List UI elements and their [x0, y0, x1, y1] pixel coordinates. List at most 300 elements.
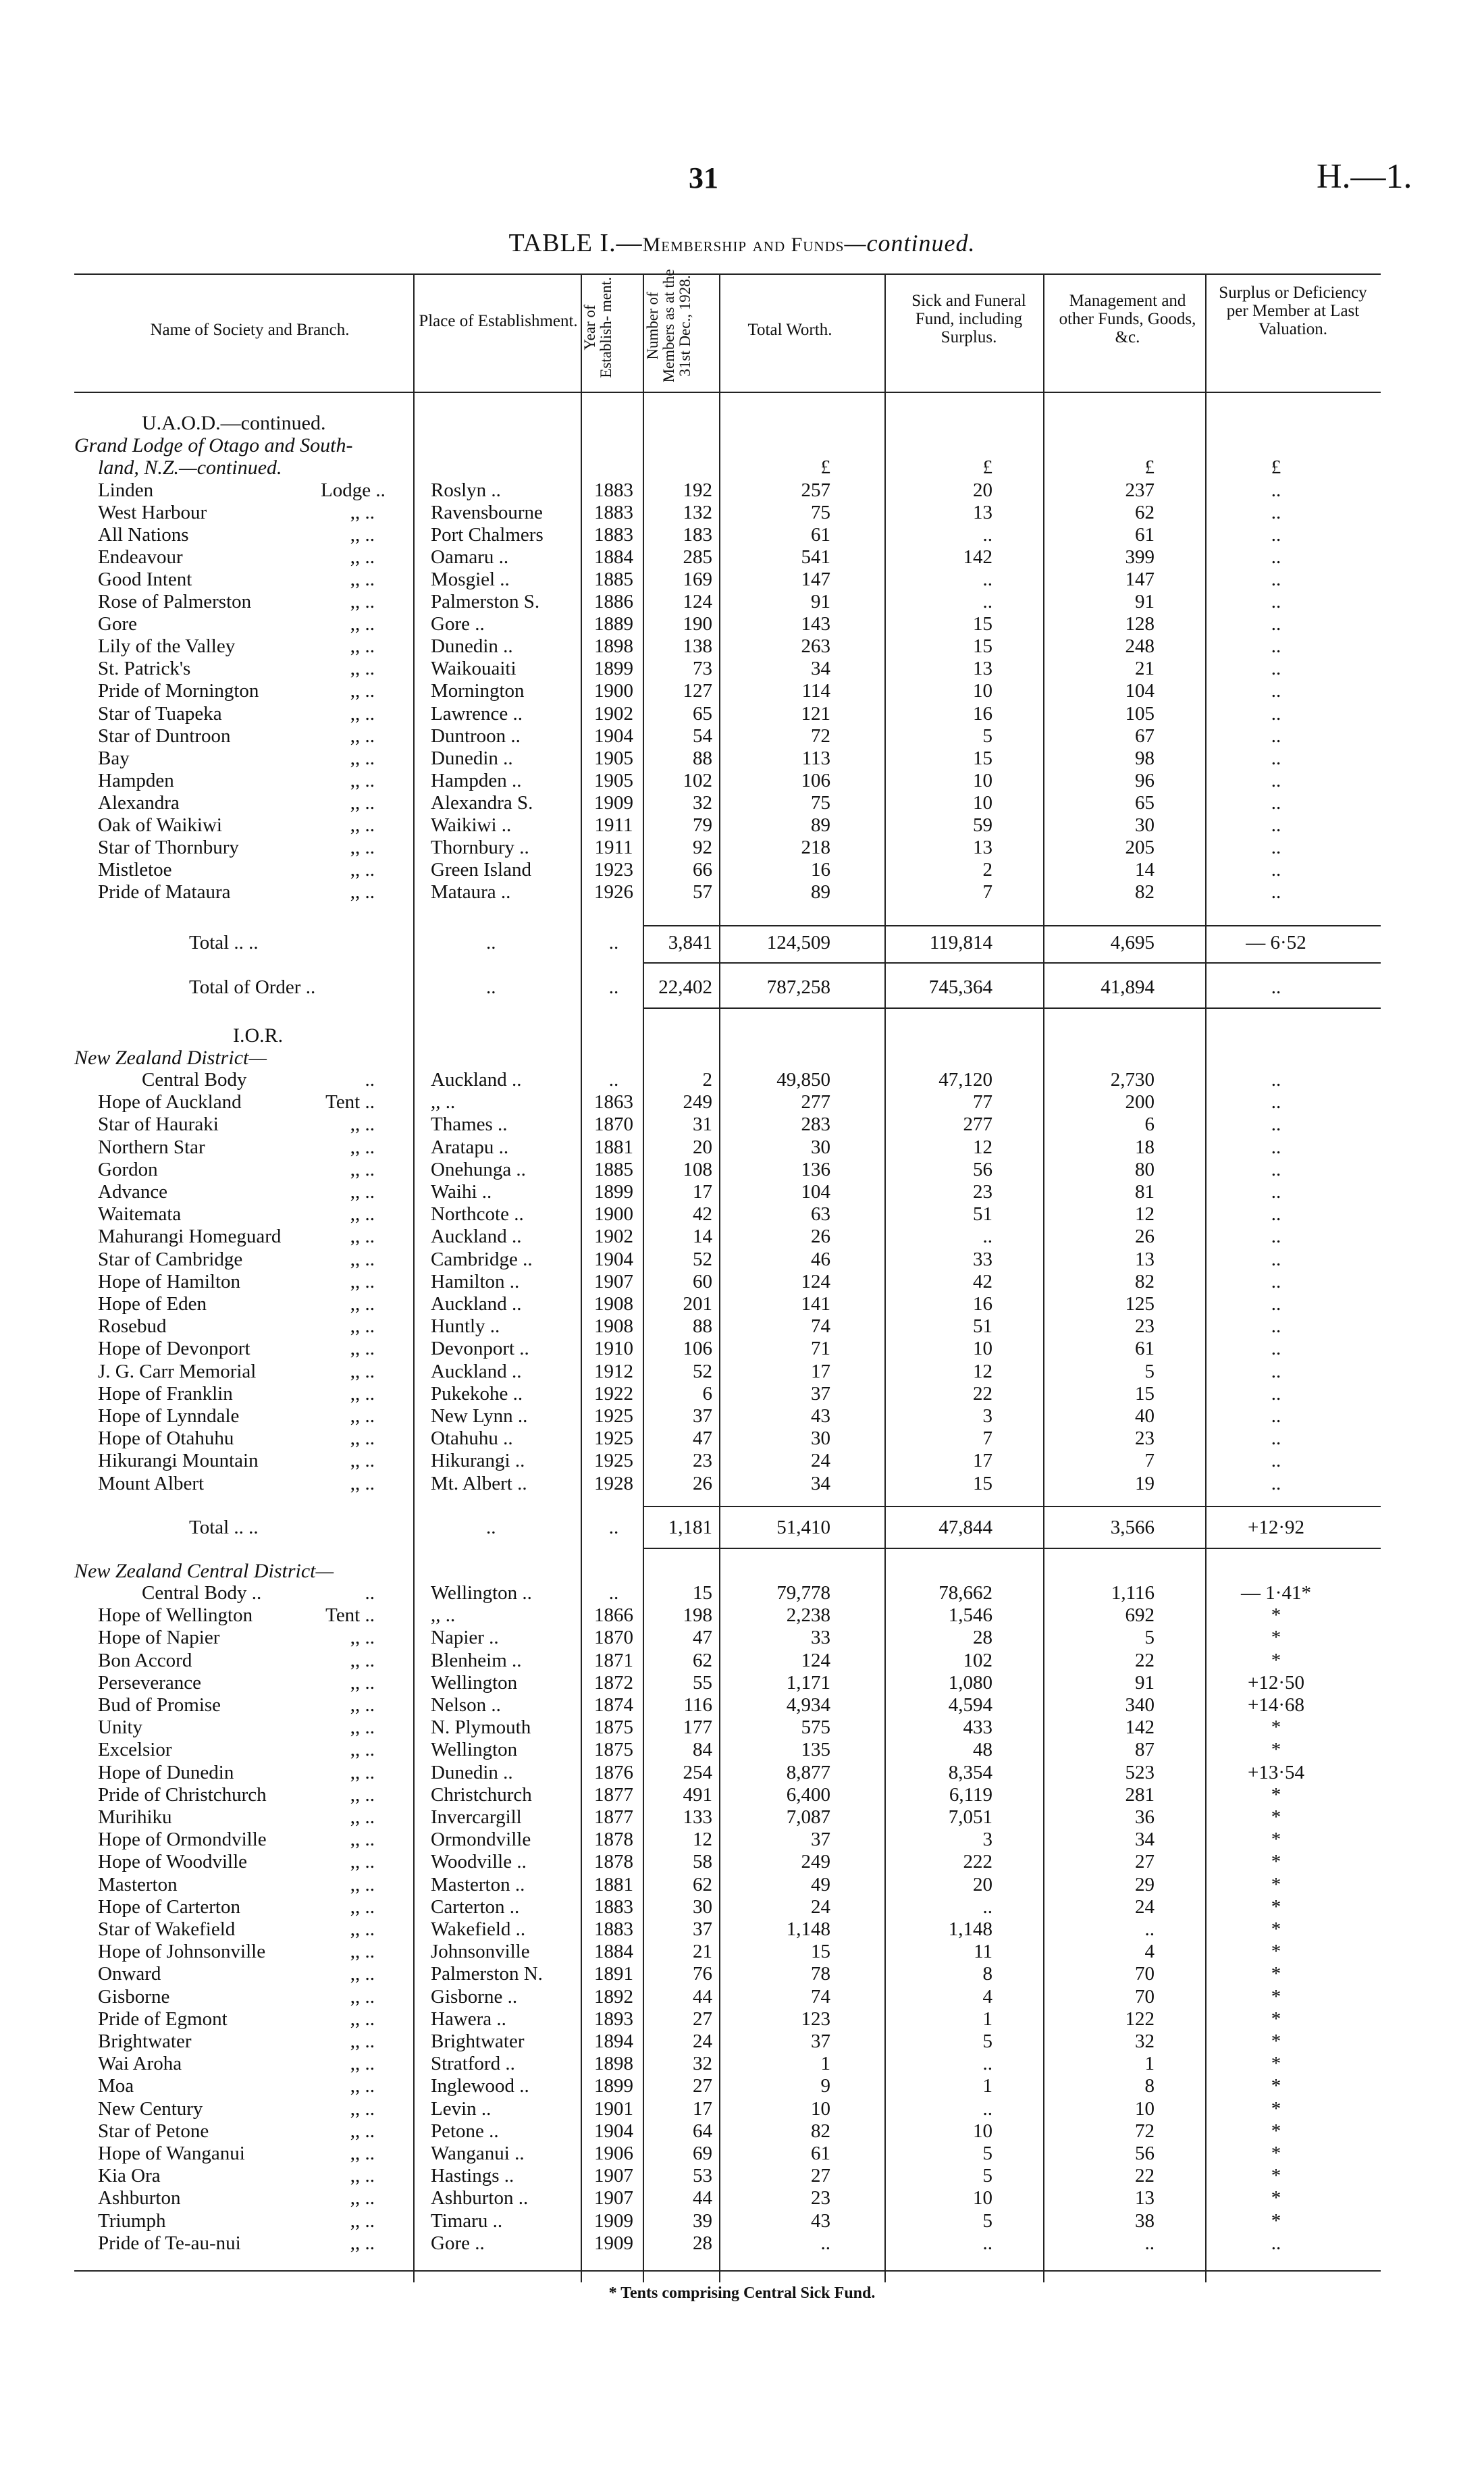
branch-worth: 72 — [811, 725, 830, 747]
branch-worth: 33 — [811, 1627, 830, 1649]
branch-name: Lily of the Valley — [98, 635, 236, 658]
branch-mgmt: 38 — [1135, 2209, 1155, 2232]
branch-members: 254 — [683, 1761, 712, 1783]
branch-mgmt: 23 — [1135, 1315, 1155, 1338]
branch-members: 44 — [693, 1985, 712, 2008]
branch-surplus: .. — [1271, 1203, 1281, 1226]
branch-place: Hawera .. — [431, 2008, 506, 2030]
order-total-surplus: .. — [1271, 976, 1281, 998]
branch-mgmt: 80 — [1135, 1158, 1155, 1180]
branch-mgmt: 104 — [1125, 680, 1155, 702]
branch-name: Central Body — [142, 1069, 247, 1091]
branch-members: 12 — [693, 1829, 712, 1851]
branch-surplus: .. — [1271, 502, 1281, 524]
branch-year: 1908 — [594, 1293, 633, 1315]
table-row — [0, 1226, 1484, 1248]
branch-members: 21 — [693, 1941, 712, 1963]
branch-year: 1878 — [594, 1829, 633, 1851]
branch-place: Wellington — [431, 1739, 518, 1761]
branch-worth: 8,877 — [786, 1761, 830, 1783]
branch-year: 1899 — [594, 658, 633, 680]
branch-sick: 2 — [982, 858, 992, 881]
branch-name: Murihiku — [98, 1806, 172, 1828]
branch-place: Masterton .. — [431, 1873, 525, 1895]
branch-sick: 51 — [973, 1203, 992, 1226]
branch-surplus: .. — [1271, 1181, 1281, 1203]
currency-sick: £ — [982, 456, 992, 478]
branch-place: Christchurch — [431, 1783, 532, 1806]
table-row — [0, 2120, 1484, 2143]
branch-members: 62 — [693, 1649, 712, 1671]
branch-surplus: * — [1271, 2120, 1281, 2142]
branch-surplus: .. — [1271, 1293, 1281, 1315]
branch-worth: 135 — [801, 1739, 830, 1761]
table-row — [0, 1249, 1484, 1271]
branch-year: 1893 — [594, 2008, 633, 2030]
total-mgmt: 4,695 — [1110, 932, 1155, 953]
branch-name: Star of Tuapeka — [98, 702, 222, 725]
branch-surplus: .. — [1271, 680, 1281, 702]
branch-sick: 11 — [974, 1941, 992, 1963]
branch-surplus: * — [1271, 2008, 1281, 2030]
branch-place: ,, .. — [431, 1091, 456, 1114]
branch-members: 2 — [702, 1069, 712, 1091]
branch-mgmt: 91 — [1135, 591, 1155, 613]
branch-type: ,, .. — [350, 2120, 375, 2142]
branch-type: ,, .. — [350, 1293, 375, 1315]
branch-year: 1925 — [594, 1450, 633, 1472]
table-row — [0, 613, 1484, 635]
header-bottom-rule — [74, 392, 1381, 393]
table-label: TABLE I.— — [508, 229, 643, 257]
table-row — [0, 859, 1484, 881]
branch-sick: 6,119 — [949, 1783, 992, 1806]
branch-surplus: * — [1271, 2097, 1281, 2120]
branch-worth: 218 — [801, 836, 830, 858]
branch-year: 1909 — [594, 2232, 633, 2254]
branch-sick: 10 — [973, 791, 992, 814]
branch-sick: 8,354 — [948, 1761, 992, 1783]
branch-name: Unity — [98, 1717, 143, 1739]
branch-year: 1904 — [594, 725, 633, 747]
section1-total-rule-2 — [643, 962, 1381, 964]
branch-mgmt: 61 — [1135, 1338, 1155, 1360]
branch-members: 53 — [693, 2165, 712, 2187]
branch-members: 66 — [693, 858, 712, 881]
branch-members: 54 — [693, 725, 712, 747]
branch-year: 1912 — [594, 1360, 633, 1382]
order-total-mgmt: 41,894 — [1101, 976, 1155, 998]
branch-surplus: * — [1271, 1604, 1281, 1627]
branch-type: ,, .. — [350, 1450, 375, 1472]
section1-total-rule — [643, 925, 1381, 926]
branch-mgmt: 81 — [1135, 1181, 1155, 1203]
branch-name: St. Patrick's — [98, 658, 191, 680]
branch-type: ,, .. — [350, 1963, 375, 1985]
branch-type: ,, .. — [350, 2187, 375, 2209]
branch-mgmt: 26 — [1135, 1226, 1155, 1248]
branch-type: ,, .. — [350, 747, 375, 769]
branch-members: 177 — [683, 1717, 712, 1739]
branch-sick: 222 — [963, 1851, 992, 1873]
branch-year: 1908 — [594, 1315, 633, 1338]
branch-type: ,, .. — [350, 881, 375, 903]
branch-worth: 24 — [811, 1895, 830, 1918]
branch-type: ,, .. — [350, 2053, 375, 2075]
branch-sick: 5 — [982, 2143, 992, 2164]
table-row — [0, 748, 1484, 770]
branch-surplus: * — [1271, 1806, 1281, 1828]
branch-year: 1900 — [594, 1203, 633, 1226]
branch-members: 169 — [683, 569, 712, 591]
branch-surplus: .. — [1271, 725, 1281, 747]
branch-mgmt: 82 — [1135, 881, 1155, 903]
branch-members: 20 — [693, 1136, 712, 1158]
table-row — [0, 1986, 1484, 2008]
branch-name: Hope of Ormondville — [98, 1829, 267, 1851]
branch-year: 1870 — [594, 1114, 633, 1136]
branch-name: Gordon — [98, 1158, 158, 1180]
branch-surplus: .. — [1271, 1382, 1281, 1405]
branch-surplus: * — [1271, 1963, 1281, 1985]
branch-name: Hope of Lynndale — [98, 1405, 240, 1427]
branch-type: ,, .. — [350, 1181, 375, 1203]
branch-year: .. — [608, 1069, 619, 1091]
branch-place: Palmerston N. — [431, 1963, 543, 1985]
branch-type: Lodge .. — [321, 479, 386, 501]
branch-place: Thornbury .. — [431, 836, 529, 858]
order-total-row — [0, 976, 1484, 999]
branch-place: Johnsonville — [431, 1941, 530, 1963]
branch-mgmt: .. — [1144, 1918, 1155, 1940]
branch-worth: 249 — [801, 1851, 830, 1873]
table-row — [0, 546, 1484, 569]
branch-members: 26 — [693, 1472, 712, 1494]
branch-surplus: * — [1271, 1985, 1281, 2008]
branch-mgmt: 10 — [1135, 2097, 1155, 2120]
branch-name: Star of Petone — [98, 2120, 209, 2142]
branch-sick: 15 — [973, 613, 992, 635]
branch-worth: 124 — [801, 1649, 830, 1671]
branch-members: 23 — [693, 1450, 712, 1472]
branch-year: 1911 — [594, 814, 633, 836]
branch-worth: 71 — [811, 1338, 830, 1360]
branch-place: Onehunga .. — [431, 1158, 526, 1180]
branch-surplus: .. — [1271, 1315, 1281, 1338]
branch-members: 127 — [683, 680, 712, 702]
branch-members: 6 — [702, 1382, 712, 1405]
branch-worth: 141 — [801, 1293, 830, 1315]
branch-type: ,, .. — [350, 1427, 375, 1450]
branch-name: Pride of Egmont — [98, 2008, 228, 2030]
branch-surplus: * — [1271, 2165, 1281, 2187]
branch-sick: 1,546 — [948, 1604, 992, 1627]
branch-mgmt: 34 — [1135, 1829, 1155, 1851]
branch-name: Perseverance — [98, 1671, 201, 1694]
branch-year: 1877 — [594, 1783, 633, 1806]
branch-worth: 104 — [801, 1181, 830, 1203]
table-row — [0, 524, 1484, 546]
branch-name: Rosebud — [98, 1315, 167, 1338]
branch-name: Hikurangi Mountain — [98, 1450, 259, 1472]
branch-mgmt: 82 — [1135, 1270, 1155, 1292]
branch-year: 1905 — [594, 747, 633, 769]
branch-sick: 5 — [982, 725, 992, 747]
branch-mgmt: 19 — [1135, 1472, 1155, 1494]
branch-members: 17 — [693, 1181, 712, 1203]
branch-surplus: .. — [1271, 613, 1281, 635]
branch-sick: 13 — [973, 836, 992, 858]
branch-surplus: * — [1271, 2187, 1281, 2209]
section1-title: U.A.O.D.—continued. — [142, 412, 326, 434]
branch-year: 1863 — [594, 1091, 633, 1114]
branch-name: Hope of Woodville — [98, 1851, 248, 1873]
table-row — [0, 1627, 1484, 1649]
branch-sick: 20 — [973, 1873, 992, 1895]
branch-worth: 143 — [801, 613, 830, 635]
table-row — [0, 1896, 1484, 1918]
branch-sick: 1 — [982, 2075, 992, 2097]
table-row — [0, 1450, 1484, 1472]
branch-mgmt: 125 — [1125, 1293, 1155, 1315]
branch-surplus: * — [1271, 2053, 1281, 2075]
branch-worth: 37 — [811, 1382, 830, 1405]
branch-surplus: .. — [1271, 1114, 1281, 1136]
branch-mgmt: 70 — [1135, 1985, 1155, 2008]
header-top-rule — [74, 273, 1381, 275]
branch-type: ,, .. — [350, 1895, 375, 1918]
branch-sick: 1,148 — [948, 1918, 992, 1940]
branch-surplus: * — [1271, 2143, 1281, 2164]
branch-surplus: .. — [1271, 1248, 1281, 1270]
table-row — [0, 1203, 1484, 1226]
branch-sick: 15 — [973, 747, 992, 769]
branch-mgmt: 7 — [1144, 1450, 1155, 1472]
branch-members: 52 — [693, 1248, 712, 1270]
branch-name: Hope of Devonport — [98, 1338, 250, 1360]
branch-sick: .. — [982, 569, 992, 591]
table-row — [0, 1784, 1484, 1806]
branch-year: 1925 — [594, 1427, 633, 1450]
table-row — [0, 502, 1484, 524]
branch-year: 1881 — [594, 1136, 633, 1158]
branch-mgmt: 36 — [1135, 1806, 1155, 1828]
branch-mgmt: 40 — [1135, 1405, 1155, 1427]
currency-row — [0, 456, 1484, 479]
branch-type: ,, .. — [350, 1270, 375, 1292]
branch-type: ,, .. — [350, 1739, 375, 1761]
branch-type: ,, .. — [350, 2031, 375, 2052]
branch-sick: 8 — [982, 1963, 992, 1985]
table-row — [0, 1672, 1484, 1694]
branch-name: Pride of Mornington — [98, 680, 259, 702]
branch-members: 133 — [683, 1806, 712, 1828]
table-row — [0, 1181, 1484, 1203]
branch-place: Otahuhu .. — [431, 1427, 513, 1450]
branch-sick: 16 — [973, 702, 992, 725]
branch-type: ,, .. — [350, 769, 375, 791]
branch-sick: 78,662 — [938, 1582, 992, 1604]
s2-total-members: 1,181 — [668, 1517, 712, 1538]
branch-worth: 63 — [811, 1203, 830, 1226]
branch-sick: 1,080 — [948, 1671, 992, 1694]
branch-place: Woodville .. — [431, 1851, 527, 1873]
branch-worth: 6,400 — [786, 1783, 830, 1806]
branch-sick: 10 — [973, 680, 992, 702]
branch-place: Dunedin .. — [431, 1761, 513, 1783]
branch-mgmt: 1 — [1144, 2053, 1155, 2075]
branch-type: ,, .. — [350, 613, 375, 635]
branch-sick: .. — [982, 2053, 992, 2075]
table-title — [0, 228, 1484, 258]
branch-name: Moa — [98, 2075, 134, 2097]
branch-name: Mistletoe — [98, 858, 172, 881]
branch-place: ,, .. — [431, 1604, 456, 1627]
branch-surplus: +14·68 — [1247, 1694, 1304, 1716]
branch-sick: 4 — [982, 1985, 992, 2008]
branch-year: 1900 — [594, 680, 633, 702]
branch-worth: 27 — [811, 2165, 830, 2187]
branch-mgmt: 67 — [1135, 725, 1155, 747]
branch-name: Bay — [98, 747, 130, 769]
branch-mgmt: 70 — [1135, 1963, 1155, 1985]
branch-surplus: .. — [1271, 635, 1281, 658]
branch-name: Triumph — [98, 2209, 166, 2232]
order-total-sick: 745,364 — [928, 976, 992, 998]
branch-members: 47 — [693, 1427, 712, 1450]
branch-worth: 283 — [801, 1114, 830, 1136]
branch-members: 190 — [683, 613, 712, 635]
branch-members: 44 — [693, 2187, 712, 2209]
branch-worth: 575 — [801, 1717, 830, 1739]
branch-name: Onward — [98, 1963, 161, 1985]
branch-name: Hope of Dunedin — [98, 1761, 234, 1783]
branch-worth: 277 — [801, 1091, 830, 1114]
branch-type: ,, .. — [350, 1761, 375, 1783]
branch-place: Hastings .. — [431, 2165, 514, 2187]
branch-surplus: * — [1271, 1739, 1281, 1761]
branch-sick: 16 — [973, 1293, 992, 1315]
branch-type: ,, .. — [350, 1783, 375, 1806]
branch-name: Hope of Wellington — [98, 1604, 253, 1627]
branch-worth: 26 — [811, 1226, 830, 1248]
table-row — [0, 1473, 1484, 1495]
section1-total-row — [0, 932, 1484, 954]
table-row — [0, 569, 1484, 591]
branch-type: ,, .. — [350, 1873, 375, 1895]
branch-mgmt: 237 — [1125, 479, 1155, 501]
branch-worth: 78 — [811, 1963, 830, 1985]
branch-year: 1885 — [594, 1158, 633, 1180]
branch-year: 1923 — [594, 858, 633, 881]
branch-surplus: .. — [1271, 791, 1281, 814]
branch-sick: 59 — [973, 814, 992, 836]
branch-members: 192 — [683, 479, 712, 501]
branch-place: Levin .. — [431, 2097, 492, 2120]
branch-sick: 5 — [982, 2165, 992, 2187]
branch-place: Thames .. — [431, 1114, 508, 1136]
branch-worth: 9 — [820, 2075, 830, 2097]
branch-sick: 10 — [973, 1338, 992, 1360]
branch-place: Cambridge .. — [431, 1248, 533, 1270]
branch-name: Hope of Auckland — [98, 1091, 242, 1114]
branch-year: 1902 — [594, 702, 633, 725]
branch-mgmt: .. — [1144, 2232, 1155, 2254]
branch-sick: 28 — [973, 1627, 992, 1649]
table-row — [0, 1582, 1484, 1604]
branch-mgmt: 24 — [1135, 1895, 1155, 1918]
branch-worth: 4,934 — [786, 1694, 830, 1716]
branch-surplus: .. — [1271, 881, 1281, 903]
branch-members: 198 — [683, 1604, 712, 1627]
branch-mgmt: 205 — [1125, 836, 1155, 858]
branch-place: Carterton .. — [431, 1895, 520, 1918]
branch-members: 116 — [683, 1694, 712, 1716]
branch-worth: .. — [820, 2232, 830, 2254]
branch-place: Auckland .. — [431, 1360, 522, 1382]
branch-sick: 48 — [973, 1739, 992, 1761]
branch-surplus: .. — [1271, 1136, 1281, 1158]
branch-type: ,, .. — [350, 1829, 375, 1851]
branch-members: 92 — [693, 836, 712, 858]
branch-members: 37 — [693, 1405, 712, 1427]
branch-mgmt: 87 — [1135, 1739, 1155, 1761]
branch-year: 1904 — [594, 1248, 633, 1270]
branch-mgmt: 142 — [1125, 1717, 1155, 1739]
branch-type: ,, .. — [350, 1226, 375, 1248]
branch-type: ,, .. — [350, 1851, 375, 1873]
branch-type: ,, .. — [350, 791, 375, 814]
currency-mgmt: £ — [1144, 456, 1155, 478]
branch-members: 27 — [693, 2008, 712, 2030]
branch-members: 39 — [693, 2209, 712, 2232]
branch-place: Pukekohe .. — [431, 1382, 523, 1405]
branch-sick: 15 — [973, 1472, 992, 1494]
branch-type: ,, .. — [350, 2008, 375, 2030]
branch-mgmt: 96 — [1135, 769, 1155, 791]
branch-sick: .. — [982, 2097, 992, 2120]
branch-worth: 10 — [811, 2097, 830, 2120]
branch-place: Oamaru .. — [431, 546, 509, 569]
branch-place: Port Chalmers — [431, 524, 544, 546]
branch-year: 1922 — [594, 1382, 633, 1405]
branch-mgmt: 30 — [1135, 814, 1155, 836]
branch-type: ,, .. — [350, 836, 375, 858]
branch-sick: 142 — [963, 546, 992, 569]
branch-worth: 23 — [811, 2187, 830, 2209]
branch-type: ,, .. — [350, 546, 375, 569]
table-row — [0, 814, 1484, 837]
col-header-surplus: Surplus or Deficiency per Member at Last Valuation. — [1219, 284, 1367, 338]
branch-year: 1874 — [594, 1694, 633, 1716]
branch-worth: 74 — [811, 1315, 830, 1338]
branch-name: Hope of Napier — [98, 1627, 220, 1649]
branch-name: Bud of Promise — [98, 1694, 221, 1716]
branch-surplus: .. — [1271, 1405, 1281, 1427]
branch-sick: .. — [982, 1226, 992, 1248]
branch-type: ,, .. — [350, 814, 375, 836]
branch-place: Gore .. — [431, 613, 485, 635]
order-total-year: .. — [608, 976, 619, 998]
table-row — [0, 1963, 1484, 1985]
branch-place: Dunedin .. — [431, 635, 513, 658]
table-row — [0, 2143, 1484, 2165]
branch-mgmt: 13 — [1135, 1248, 1155, 1270]
table-row — [0, 1315, 1484, 1338]
order-total-rule — [643, 1007, 1381, 1009]
section2-title: I.O.R. — [233, 1024, 284, 1047]
table-row — [0, 591, 1484, 613]
